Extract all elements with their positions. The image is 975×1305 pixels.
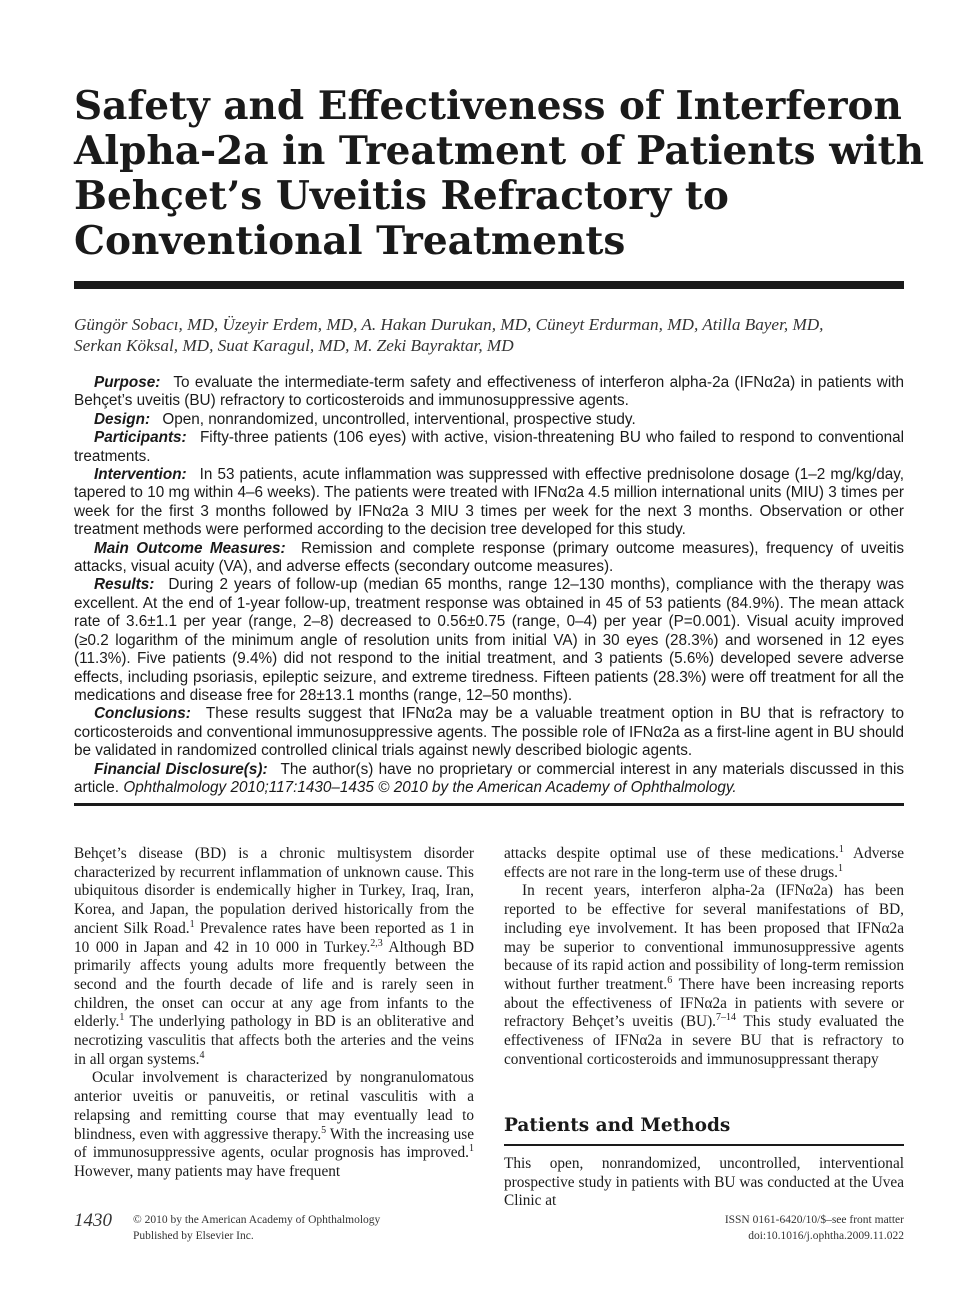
body-text: However, many patients may have frequent bbox=[74, 1162, 341, 1180]
body-text: There have been increasing reports about the effectiveness of IFNα2a in patients with severe or refractory Behçet’s uveitis (BU). bbox=[504, 975, 904, 1031]
title-line: Conventional Treatments bbox=[74, 218, 626, 264]
abstract-label: Main Outcome Measures: bbox=[94, 539, 286, 557]
abstract-text: To evaluate the intermediate-term safety and effectiveness of interferon alpha-2a (IFNα2a) in patients with Behçet’s uveitis (BU) refractory to corticosteroids and immunosuppressive agents. bbox=[74, 374, 904, 410]
author-line: Serkan Köksal, MD, Suat Karagul, MD, M. Zeki Bayraktar, MD bbox=[74, 336, 514, 355]
body-paragraph bbox=[504, 845, 904, 882]
title-line: Behçet’s Uveitis Refractory to bbox=[74, 173, 729, 219]
reference-marker[interactable]: 1 bbox=[838, 843, 844, 855]
abstract-label: Design: bbox=[94, 410, 151, 428]
abstract-conclusions bbox=[74, 705, 904, 760]
reference-marker[interactable]: 2,3 bbox=[370, 937, 383, 949]
copyright-line: © 2010 by the American Academy of Ophthalmology bbox=[133, 1214, 381, 1226]
body-text: Adverse effects are not rare in the long-term use of these drugs. bbox=[504, 845, 904, 881]
body-text: With the increasing use of immunosuppressive agents, ocular prognosis has improved. bbox=[74, 1125, 474, 1162]
title-line: Alpha-2a in Treatment of Patients with bbox=[74, 128, 924, 174]
reference-marker[interactable]: 7–14 bbox=[716, 1012, 736, 1024]
abstract-text: These results suggest that IFNα2a may be a valuable treatment option in BU that is refractory to corticosteroids and conventional immunosuppressive agents. The possible role of IFNα2a as a first-line agent in BU should be validated in randomized controlled clinical trials against newly described biologic agents. bbox=[74, 705, 904, 760]
abstract-intervention bbox=[74, 466, 904, 540]
abstract-label: Participants: bbox=[94, 429, 187, 447]
body-paragraph bbox=[74, 1069, 474, 1181]
abstract-label: Conclusions: bbox=[94, 705, 191, 723]
author-line: Güngör Sobacı, MD, Üzeyir Erdem, MD, A. Hakan Durukan, MD, Cüneyt Erdurman, MD, Atilla Bayer, MD, bbox=[74, 315, 824, 334]
reference-marker[interactable]: 4 bbox=[199, 1049, 205, 1061]
abstract-outcomes bbox=[74, 540, 904, 577]
article-title bbox=[74, 83, 924, 264]
body-text: In recent years, interferon alpha-2a (IFNα2a) has been reported to be effective for several manifestations of BD, including eye involvement. It has been proposed that IFNα2a may be superior to conventional immunosuppressive agents because of its rapid action and possibility of long-term remission without further treatment. bbox=[504, 882, 904, 993]
abstract-divider bbox=[74, 803, 904, 806]
abstract-disclosure bbox=[74, 761, 904, 798]
abstract-text: In 53 patients, acute inflammation was suppressed with effective prednisolone dosage (1–2 mg/kg/day, tapered to 10 mg within 4–6 weeks). The patients were treated with IFNα2a 4.5 million international units (MIU) 3 times per week for the first 3 months followed by IFNα2a 3 MIU 3 times per week for the next 3 months. Observation or other treatment methods were performed according to the decision tree developed for this study. bbox=[74, 466, 905, 539]
abstract-text: Open, nonrandomized, uncontrolled, interventional, prospective study. bbox=[162, 410, 636, 428]
abstract-label: Purpose: bbox=[94, 374, 161, 391]
abstract-participants bbox=[74, 429, 904, 466]
publisher-line: Published by Elsevier Inc. bbox=[133, 1229, 254, 1242]
issn-line: ISSN 0161-6420/10/$–see front matter bbox=[724, 1214, 904, 1226]
body-paragraph bbox=[74, 845, 474, 1069]
abstract-label: Intervention: bbox=[94, 466, 187, 484]
body-column-right-continued bbox=[504, 1155, 904, 1211]
abstract-purpose bbox=[74, 374, 904, 411]
body-column-left bbox=[74, 845, 474, 1182]
body-text: This study evaluated the effectiveness of IFNα2a in severe BU that is refractory to conventional corticosteroids and immunosuppressant therapy bbox=[504, 1013, 904, 1068]
abstract-text: The author(s) have no proprietary or commercial interest in any materials discussed in this article. bbox=[74, 760, 904, 796]
abstract-label: Financial Disclosure(s): bbox=[94, 760, 268, 778]
reference-marker[interactable]: 1 bbox=[189, 918, 195, 930]
abstract-label: Results: bbox=[94, 576, 155, 594]
body-text: Ocular involvement is characterized by nongranulomatous anterior uveitis or panuveitis, or retinal vasculitis with a relapsing and remitting course that may eventually lead to blindness, even with aggressive therapy. bbox=[74, 1069, 474, 1143]
journal-citation: Ophthalmology 2010;117:1430–1435 © 2010 by the American Academy of Ophthalmology. bbox=[123, 778, 737, 796]
section-heading: Patients and Methods bbox=[504, 1115, 731, 1136]
abstract-results bbox=[74, 576, 904, 705]
abstract-design bbox=[74, 411, 904, 429]
reference-marker[interactable]: 6 bbox=[667, 974, 673, 986]
abstract bbox=[74, 374, 904, 797]
footer-identifiers bbox=[725, 1213, 904, 1244]
reference-marker[interactable]: 5 bbox=[321, 1124, 327, 1136]
reference-marker[interactable]: 1 bbox=[469, 1143, 474, 1155]
body-text: This open, nonrandomized, uncontrolled, interventional prospective study in patients with BU was conducted at the Uvea Clinic at bbox=[504, 1155, 904, 1210]
body-text: Prevalence rates have been reported as 1 in 10 000 in Japan and 42 in 10 000 in Turkey. bbox=[74, 919, 474, 956]
body-text: attacks despite optimal use of these medications. bbox=[504, 845, 839, 862]
abstract-text: During 2 years of follow-up (median 65 months, range 12–130 months), compliance with the therapy was excellent. At the end of 1-year follow-up, treatment response was obtained in 45 of 53 patients (84.9%). The mean attack rate of 3.6±1.1 per year (range, 2–8) decreased to 0.56±0.75 (range, 0–4) per year (P=0.001). Visual acuity improved (≥0.2 logarithm of the minimum angle of resolution units from initial VA) in 30 eyes (28.3%) and worsened in 12 eyes (11.3%). Five patients (9.4%) did not respond to the initial treatment, and 3 patients (5.6%) developed severe adverse effects, including psoriasis, epileptic seizure, and extreme tiredness. Fifteen patients (28.3%) were off treatment for all the medications and disease free for 28±13.1 months (range, 12–50 months). bbox=[74, 576, 904, 704]
reference-marker[interactable]: 1 bbox=[119, 1012, 125, 1024]
title-line: Safety and Effectiveness of Interferon bbox=[74, 83, 902, 129]
reference-marker[interactable]: 1 bbox=[838, 862, 843, 874]
body-text: Although BD primarily affects young adults more frequently between the second and the fourth decade of life and is rarely seen in children, the onset can occur at any age from infants to the elderly. bbox=[74, 938, 475, 1031]
body-text: The underlying pathology in BD is an obliterative and necrotizing vasculitis that affects both the arteries and the veins in all organ systems. bbox=[74, 1013, 474, 1068]
body-column-right bbox=[504, 845, 904, 1069]
footer-copyright bbox=[133, 1213, 380, 1244]
page-number: 1430 bbox=[74, 1210, 112, 1231]
body-paragraph bbox=[504, 882, 904, 1069]
section-divider bbox=[504, 1144, 904, 1146]
doi-line[interactable]: doi:10.1016/j.ophtha.2009.11.022 bbox=[748, 1229, 904, 1242]
author-list bbox=[74, 314, 904, 356]
body-text: Behçet’s disease (BD) is a chronic multisystem disorder characterized by recurrent inflammation of unknown cause. This ubiquitous disorder is endemically higher in Turkey, Iraq, Iran, Korea, and Japan, the population derived historically from the ancient Silk Road. bbox=[74, 845, 474, 937]
title-divider bbox=[74, 281, 904, 289]
body-paragraph bbox=[504, 1155, 904, 1211]
abstract-text: Remission and complete response (primary outcome measures), frequency of uveitis attacks, visual acuity (VA), and adverse effects (secondary outcome measures). bbox=[74, 539, 905, 576]
abstract-text: Fifty-three patients (106 eyes) with active, vision-threatening BU who failed to respond to conventional treatments. bbox=[74, 429, 904, 465]
